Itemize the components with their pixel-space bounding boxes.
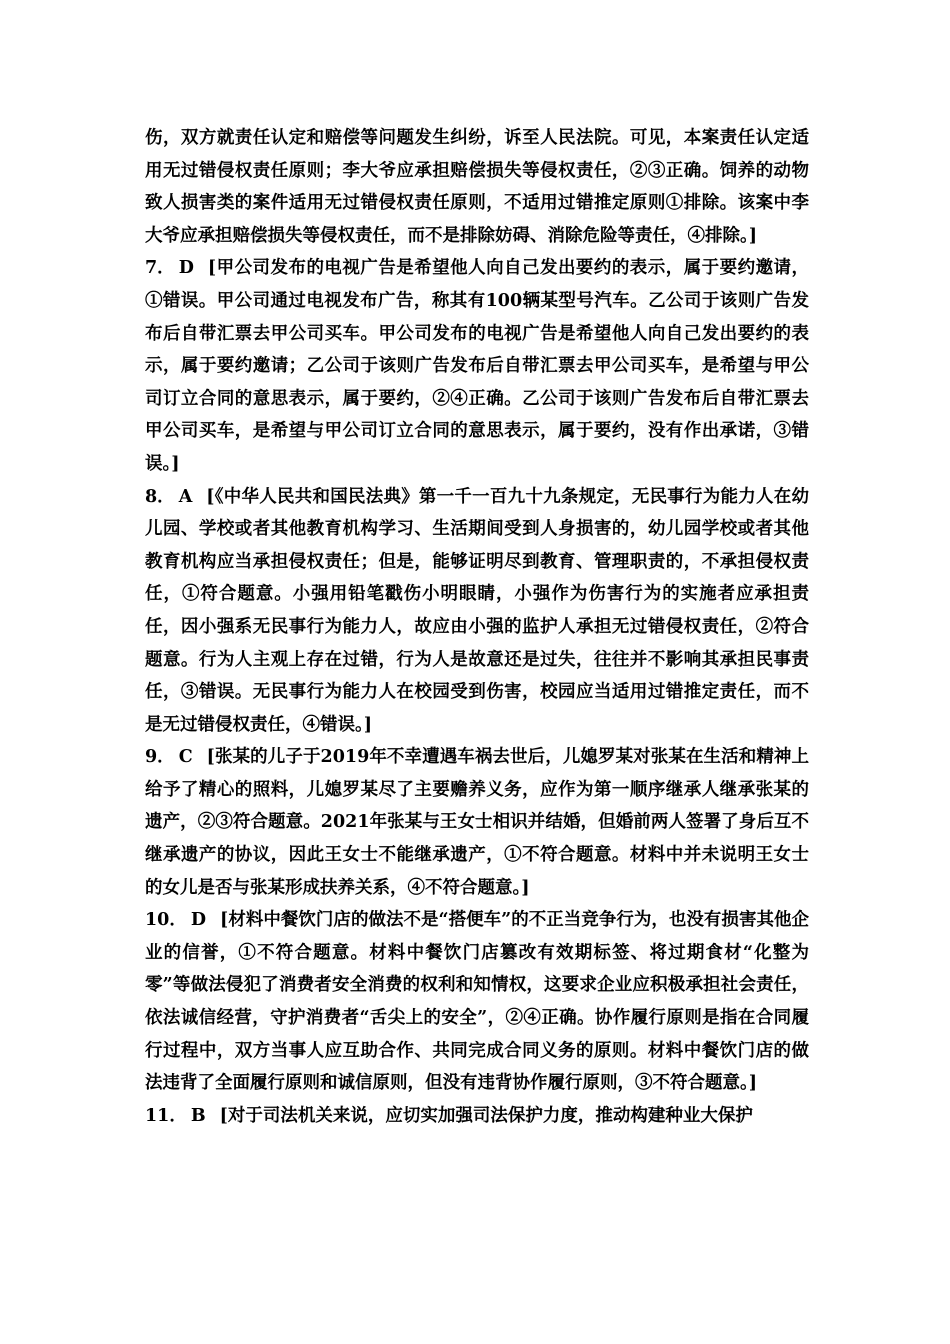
paragraph-text: 伤，双方就责任认定和赔偿等问题发生纠纷，诉至人民法院。可见，本案责任认定适用无过错侵权责任原则；李大爷应承担赔偿损失等侵权责任，②③正确。饲养的动物致人损害类的案件适用无过错侵权责任原则，不适用过错推定原则①排除。该案中李大爷应承担赔偿损失等侵权责任，而不是排除妨碍、消除危险等责任，④排除。] [145, 128, 809, 246]
answer-item-7 [145, 252, 809, 480]
question-number: 11． [145, 1105, 187, 1126]
answer-item-8 [145, 481, 809, 742]
question-number: 9． [145, 747, 175, 768]
question-number: 7． [145, 258, 175, 279]
answer-letter: C [178, 747, 193, 768]
answer-letter: A [178, 486, 193, 507]
answer-letter: D [190, 910, 207, 931]
answer-text-body [145, 122, 809, 1132]
answer-item-10 [145, 904, 809, 1100]
explanation-text: [张某的儿子于2019年不幸遭遇车祸去世后，儿媳罗某对张某在生活和精神上给予了精心的照料，儿媳罗某尽了主要赡养义务，应作为第一顺序继承人继承张某的遗产，②③符合题意。2021年张某与王女士相识并结婚，但婚前两人签署了身后互不继承遗产的协议，因此王女士不能继承遗产，①不符合题意。材料中并未说明王女士的女儿是否与张某形成扶养关系，④不符合题意。] [145, 747, 809, 898]
question-number: 8． [145, 486, 175, 507]
explanation-text: [《中华人民共和国民法典》第一千一百九十九条规定，无民事行为能力人在幼儿园、学校或者其他教育机构学习、生活期间受到人身损害的，幼儿园学校或者其他教育机构应当承担侵权责任；但是，能够证明尽到教育、管理职责的，不承担侵权责任，①符合题意。小强用铅笔戳伤小明眼睛，小强作为伤害行为的实施者应承担责任，因小强系无民事行为能力人，故应由小强的监护人承担无过错侵权责任，②符合题意。行为人主观上存在过错，行为人是故意还是过失，往往并不影响其承担民事责任，③错误。无民事行为能力人在校园受到伤害，校园应当适用过错推定责任，而不是无过错侵权责任，④错误。] [145, 486, 809, 735]
explanation-text: [甲公司发布的电视广告是希望他人向自己发出要约的表示，属于要约邀请，①错误。甲公司通过电视发布广告，称其有100辆某型号汽车。乙公司于该则广告发布后自带汇票去甲公司买车。甲公司发布的电视广告是希望他人向自己发出要约的表示，属于要约邀请；乙公司于该则广告发布后自带汇票去甲公司买车，是希望与甲公司订立合同的意思表示，属于要约，②④正确。乙公司于该则广告发布后自带汇票去甲公司买车，是希望与甲公司订立合同的意思表示，属于要约，没有作出承诺，③错误。] [145, 258, 809, 474]
question-number: 10． [145, 910, 187, 931]
answer-letter: D [178, 258, 194, 279]
answer-item-9 [145, 741, 809, 904]
answer-item-11 [145, 1100, 809, 1133]
explanation-text: [对于司法机关来说，应切实加强司法保护力度，推动构建种业大保护 [219, 1105, 753, 1126]
explanation-text: [材料中餐饮门店的做法不是“搭便车”的不正当竞争行为，也没有损害其他企业的信誉，①不符合题意。材料中餐饮门店篡改有效期标签、将过期食材“化整为零”等做法侵犯了消费者安全消费的权利和知情权，这要求企业应积极承担社会责任，依法诚信经营，守护消费者“舌尖上的安全”，②④正确。协作履行原则是指在合同履行过程中，双方当事人应互助合作、共同完成合同义务的原则。材料中餐饮门店的做法违背了全面履行原则和诚信原则，但没有违背协作履行原则，③不符合题意。] [145, 910, 809, 1094]
answer-letter: B [190, 1105, 206, 1126]
paragraph-continuation [145, 122, 809, 252]
